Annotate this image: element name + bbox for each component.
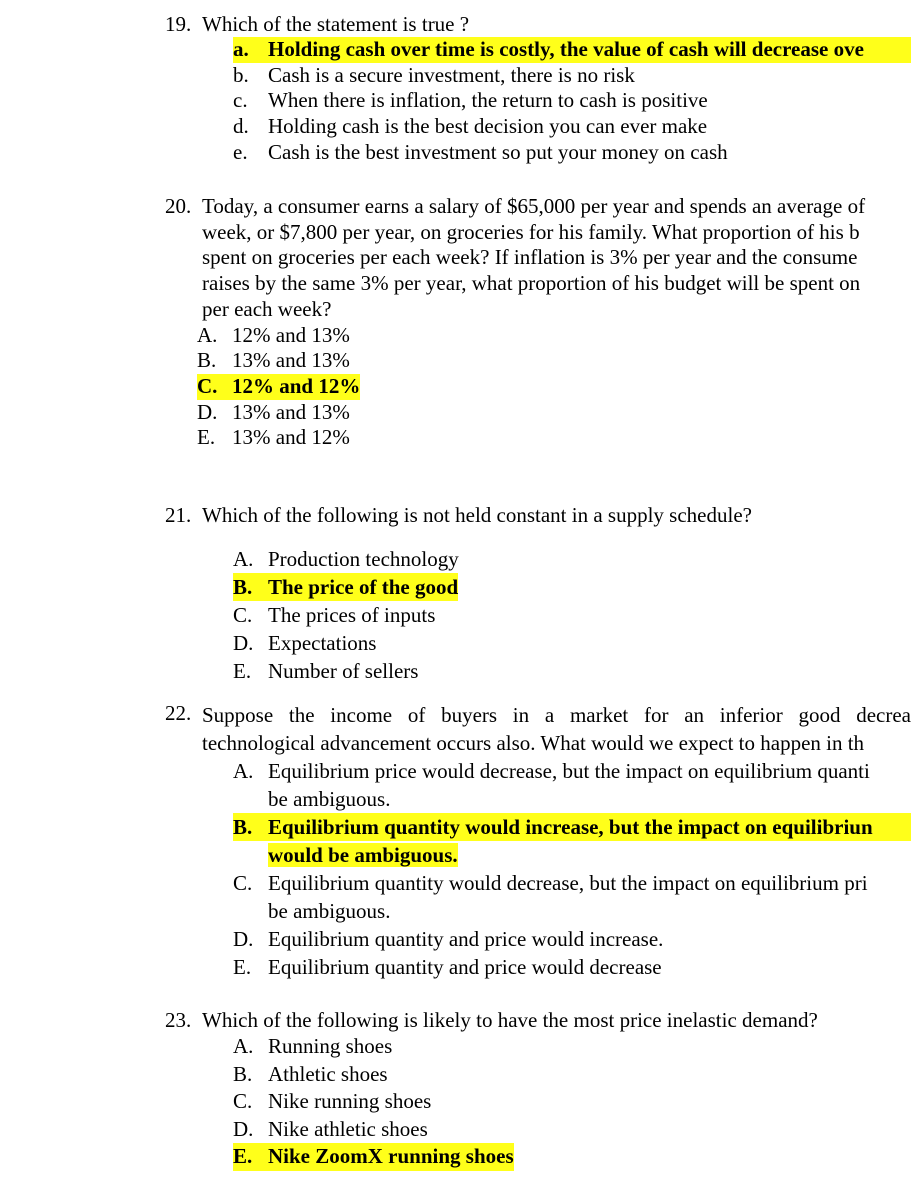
option-text-line: be ambiguous. (268, 787, 391, 811)
option-text: Cash is the best investment so put your money on cash (268, 139, 728, 164)
option-text-line: Equilibrium quantity would increase, but the impact on equilibriun (268, 813, 911, 841)
option-list (233, 545, 911, 685)
option-19-e (233, 140, 911, 166)
question-text-line: spent on groceries per each week? If inflation is 3% per year and the consume (202, 245, 858, 270)
option-21-b (233, 573, 458, 601)
option-23-c (233, 1088, 911, 1116)
option-label: D. (233, 927, 254, 951)
question-text-line: technological advancement occurs also. What would we expect to happen in th (202, 731, 865, 755)
option-text: 12% and 13% (232, 322, 350, 347)
question-number: 22. (165, 701, 192, 725)
option-text: The price of the good (268, 575, 459, 599)
option-text (268, 757, 911, 813)
question-number: 20. (165, 194, 192, 218)
option-text-highlight: would be ambiguous. (268, 843, 458, 867)
question-23-prompt (165, 1008, 911, 1033)
option-20-d (197, 400, 911, 426)
option-label: D. (233, 1116, 254, 1141)
option-text (268, 813, 911, 869)
option-22-b (233, 813, 911, 869)
option-19-a (233, 37, 911, 63)
question-22 (165, 701, 911, 981)
option-label: E. (233, 1143, 268, 1171)
option-23-a (233, 1033, 911, 1061)
option-text: Number of sellers (268, 659, 419, 683)
question-19-prompt (165, 12, 911, 37)
option-19-d (233, 114, 911, 140)
option-21-d (233, 629, 911, 657)
option-text: Running shoes (268, 1034, 393, 1058)
option-label: B. (233, 1061, 253, 1086)
option-text: 13% and 13% (232, 399, 350, 424)
option-22-c (233, 869, 911, 925)
option-list (233, 37, 911, 166)
option-label: a. (233, 37, 268, 63)
option-23-e (233, 1143, 514, 1171)
option-label: B. (233, 573, 268, 601)
option-20-b (197, 348, 911, 374)
question-21-prompt (165, 503, 911, 528)
option-21-c (233, 601, 911, 629)
option-label: B. (233, 813, 268, 841)
option-list (197, 323, 911, 452)
question-21 (165, 503, 911, 685)
option-label: e. (233, 139, 248, 164)
option-21-e (233, 657, 911, 685)
question-text-line: week, or $7,800 per year, on groceries for his family. What proportion of his b (202, 219, 860, 244)
option-text: Nike ZoomX running shoes (268, 1143, 514, 1171)
question-19 (165, 12, 911, 166)
option-label: C. (233, 871, 253, 895)
option-label: B. (197, 348, 217, 373)
question-23 (165, 1008, 911, 1171)
question-text-line: Today, a consumer earns a salary of $65,000 per year and spends an average of (202, 194, 866, 218)
question-text: Which of the following is not held constant in a supply schedule? (202, 503, 752, 527)
option-label: E. (233, 659, 252, 683)
option-text (268, 869, 911, 925)
option-label: A. (233, 759, 254, 783)
option-text: Equilibrium quantity and price would increase. (268, 927, 664, 951)
option-22-a (233, 757, 911, 813)
question-text: Which of the statement is true ? (202, 12, 470, 36)
option-text: 12% and 12% (232, 373, 361, 398)
question-text-line: Suppose the income of buyers in a market for an inferior good decrea (202, 703, 911, 727)
question-text-line: per each week? (202, 296, 332, 321)
option-text: Athletic shoes (268, 1061, 388, 1086)
option-label: A. (233, 1034, 254, 1058)
question-text (202, 194, 911, 323)
option-21-a (233, 545, 911, 573)
option-22-d (233, 925, 911, 953)
option-text: 13% and 13% (232, 348, 350, 373)
option-text: 13% and 12% (232, 425, 350, 450)
option-text: Production technology (268, 547, 459, 571)
option-text: When there is inflation, the return to cash is positive (268, 88, 708, 113)
question-text: Which of the following is likely to have the most price inelastic demand? (202, 1008, 818, 1032)
option-text: Cash is a secure investment, there is no risk (268, 62, 635, 87)
option-label: b. (233, 62, 249, 87)
option-list (233, 1033, 911, 1171)
option-text: Equilibrium quantity and price would decrease (268, 955, 662, 979)
option-19-c (233, 88, 911, 114)
option-text: Expectations (268, 631, 377, 655)
question-number: 21. (165, 503, 192, 527)
option-label: d. (233, 114, 249, 139)
option-label: C. (233, 603, 253, 627)
question-number: 23. (165, 1008, 192, 1032)
option-23-d (233, 1116, 911, 1144)
option-text: The prices of inputs (268, 603, 436, 627)
option-label: E. (233, 955, 252, 979)
option-text-line (268, 841, 911, 869)
option-label: E. (197, 425, 216, 450)
option-text-line: Equilibrium price would decrease, but the impact on equilibrium quanti (268, 759, 870, 783)
option-19-b (233, 63, 911, 89)
question-20-prompt (165, 194, 911, 323)
option-text-line: be ambiguous. (268, 899, 391, 923)
question-number: 19. (165, 12, 192, 36)
option-text: Nike athletic shoes (268, 1116, 428, 1141)
option-label: c. (233, 88, 248, 113)
option-20-c (197, 374, 360, 400)
option-label: C. (233, 1089, 253, 1113)
option-label: D. (197, 399, 218, 424)
option-label: C. (197, 374, 232, 400)
option-text: Holding cash is the best decision you can ever make (268, 114, 708, 139)
question-22-prompt (165, 701, 911, 757)
option-20-e (197, 425, 911, 451)
option-text: Nike running shoes (268, 1089, 432, 1113)
question-20 (165, 194, 911, 451)
option-20-a (197, 323, 911, 349)
question-text (202, 701, 911, 757)
option-label: A. (197, 322, 218, 347)
option-22-e (233, 953, 911, 981)
question-text-line: raises by the same 3% per year, what proportion of his budget will be spent on (202, 271, 861, 296)
option-list (233, 757, 911, 981)
option-text: Holding cash over time is costly, the value of cash will decrease ove (268, 37, 911, 63)
option-label: D. (233, 631, 254, 655)
option-label: A. (233, 547, 254, 571)
option-23-b (233, 1061, 911, 1089)
option-text-line: Equilibrium quantity would decrease, but the impact on equilibrium pri (268, 871, 868, 895)
